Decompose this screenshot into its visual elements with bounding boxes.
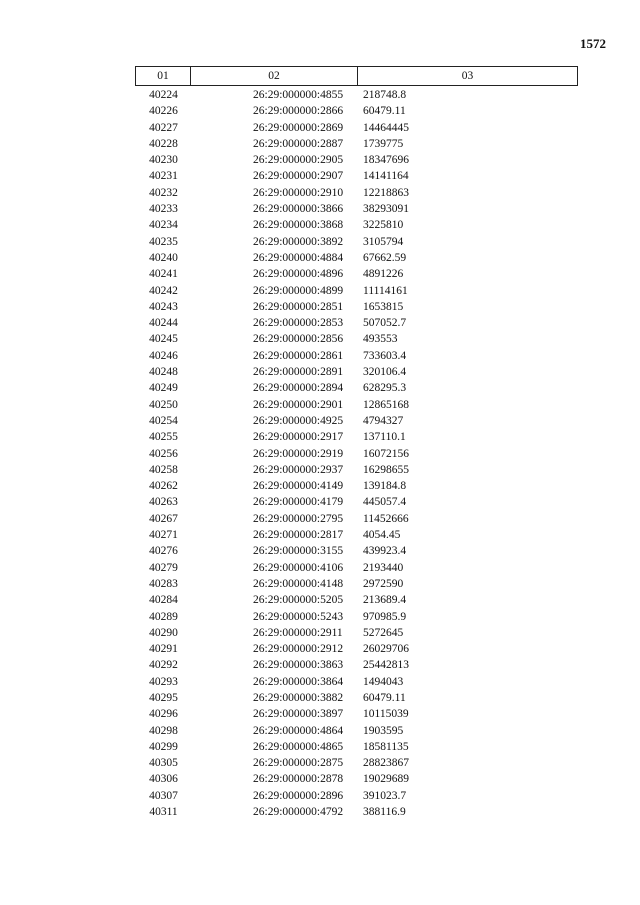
cell-value: 970985.9: [363, 610, 407, 623]
cell-number: 40299: [149, 740, 178, 753]
cell-value: 388116.9: [363, 806, 406, 819]
cell-cadastral-id: 26:29:000000:2910: [253, 186, 344, 199]
cell-value: 60479.11: [363, 105, 406, 118]
table-row: [135, 641, 576, 657]
cell-cadastral-id: 26:29:000000:3863: [253, 659, 344, 672]
table-row: [135, 576, 576, 592]
table-row: [135, 609, 576, 625]
cell-number: 40230: [149, 154, 178, 167]
cell-cadastral-id: 26:29:000000:4855: [253, 89, 344, 101]
page-number: 1572: [580, 36, 606, 51]
cell-cadastral-id: 26:29:000000:3866: [253, 203, 344, 216]
table-row: [135, 299, 576, 315]
cell-cadastral-id: 26:29:000000:2851: [253, 300, 344, 313]
cell-number: 40292: [149, 659, 178, 672]
cell-cadastral-id: 26:29:000000:2894: [253, 382, 344, 395]
cell-cadastral-id: 26:29:000000:2896: [253, 789, 344, 802]
cell-value: 18581135: [363, 740, 409, 753]
cell-cadastral-id: 26:29:000000:2937: [253, 463, 344, 476]
table-row: [135, 511, 576, 527]
cell-value: 11114161: [363, 284, 408, 297]
cell-value: 3105794: [363, 235, 404, 248]
cell-cadastral-id: 26:29:000000:3868: [253, 219, 344, 232]
cell-cadastral-id: 26:29:000000:3892: [253, 235, 344, 248]
cell-number: 40244: [149, 317, 178, 330]
table-row: [135, 478, 576, 494]
cell-value: 60479.11: [363, 691, 406, 704]
cell-number: 40296: [149, 708, 178, 721]
cell-value: 25442813: [363, 659, 409, 672]
cell-value: 139184.8: [363, 480, 407, 493]
cell-cadastral-id: 26:29:000000:2887: [253, 137, 344, 150]
table-row: [135, 494, 576, 510]
cell-number: 40224: [149, 89, 178, 101]
cell-cadastral-id: 26:29:000000:2856: [253, 333, 344, 346]
cell-value: 733603.4: [363, 349, 407, 362]
table-row: [135, 706, 576, 722]
cell-value: 320106.4: [363, 366, 407, 379]
table-body: [135, 87, 576, 820]
cell-cadastral-id: 26:29:000000:4865: [253, 740, 344, 753]
cell-value: 2193440: [363, 561, 404, 574]
cell-value: 16298655: [363, 463, 409, 476]
cell-value: 439923.4: [363, 545, 407, 558]
cell-cadastral-id: 26:29:000000:2912: [253, 643, 344, 656]
cell-cadastral-id: 26:29:000000:2861: [253, 349, 344, 362]
table-row: [135, 592, 576, 608]
cell-value: 507052.7: [363, 317, 407, 330]
cell-value: 14464445: [363, 121, 409, 134]
cell-number: 40243: [149, 300, 178, 313]
cell-cadastral-id: 26:29:000000:2795: [253, 512, 344, 525]
column-header-03: 03: [461, 70, 474, 82]
table-row: [135, 397, 576, 413]
cell-cadastral-id: 26:29:000000:4179: [253, 496, 344, 509]
table-row: [135, 152, 576, 168]
cell-value: 4054.45: [363, 529, 401, 542]
cell-cadastral-id: 26:29:000000:2917: [253, 431, 344, 444]
cell-number: 40255: [149, 431, 178, 444]
table-row: [135, 234, 576, 250]
cell-number: 40262: [149, 480, 178, 493]
table-row: [135, 283, 576, 299]
table-row: [135, 788, 576, 804]
cell-cadastral-id: 26:29:000000:4884: [253, 251, 344, 264]
cell-cadastral-id: 26:29:000000:2919: [253, 447, 344, 460]
cell-cadastral-id: 26:29:000000:3897: [253, 708, 344, 721]
cell-value: 1653815: [363, 300, 404, 313]
table-header: [135, 66, 578, 86]
table-row: [135, 380, 576, 396]
cell-value: 5272645: [363, 626, 404, 639]
cell-value: 3225810: [363, 219, 404, 232]
table-row: [135, 723, 576, 739]
cell-cadastral-id: 26:29:000000:2853: [253, 317, 344, 330]
cell-number: 40295: [149, 691, 178, 704]
table-row: [135, 690, 576, 706]
cell-cadastral-id: 26:29:000000:4149: [253, 480, 344, 493]
table-row: [135, 168, 576, 184]
table-row: [135, 266, 576, 282]
cell-number: 40289: [149, 610, 178, 623]
cell-value: 1494043: [363, 675, 404, 688]
cell-cadastral-id: 26:29:000000:2866: [253, 105, 344, 118]
cell-value: 218748.8: [363, 89, 407, 101]
cell-cadastral-id: 26:29:000000:4106: [253, 561, 344, 574]
cell-value: 493553: [363, 333, 398, 346]
cell-value: 391023.7: [363, 789, 407, 802]
table-row: [135, 804, 576, 820]
cell-value: 11452666: [363, 512, 409, 525]
cell-number: 40231: [149, 170, 178, 183]
cell-cadastral-id: 26:29:000000:4896: [253, 268, 344, 281]
table-row: [135, 446, 576, 462]
table-row: [135, 364, 576, 380]
cell-value: 213689.4: [363, 594, 407, 607]
cell-number: 40235: [149, 235, 178, 248]
table-row: [135, 543, 576, 559]
table-row: [135, 462, 576, 478]
cell-cadastral-id: 26:29:000000:2869: [253, 121, 344, 134]
table-row: [135, 87, 576, 103]
cell-number: 40246: [149, 349, 178, 362]
cell-number: 40248: [149, 366, 178, 379]
table-row: [135, 771, 576, 787]
cell-number: 40240: [149, 251, 178, 264]
table-row: [135, 413, 576, 429]
cell-number: 40291: [149, 643, 178, 656]
cell-cadastral-id: 26:29:000000:2891: [253, 366, 344, 379]
cell-number: 40305: [149, 757, 178, 770]
cell-number: 40226: [149, 105, 178, 118]
cell-cadastral-id: 26:29:000000:5205: [253, 594, 344, 607]
cell-number: 40256: [149, 447, 178, 460]
cell-number: 40307: [149, 789, 178, 802]
cell-value: 12865168: [363, 398, 409, 411]
cell-cadastral-id: 26:29:000000:2817: [253, 529, 344, 542]
cell-number: 40293: [149, 675, 178, 688]
cell-cadastral-id: 26:29:000000:4792: [253, 806, 344, 819]
table-row: [135, 250, 576, 266]
cell-cadastral-id: 26:29:000000:2875: [253, 757, 344, 770]
table-row: [135, 217, 576, 233]
cell-value: 18347696: [363, 154, 409, 167]
table-row: [135, 331, 576, 347]
cell-value: 1903595: [363, 724, 404, 737]
table-row: [135, 527, 576, 543]
cell-number: 40250: [149, 398, 178, 411]
cell-number: 40254: [149, 414, 178, 427]
table-row: [135, 560, 576, 576]
cell-number: 40298: [149, 724, 178, 737]
cell-cadastral-id: 26:29:000000:2907: [253, 170, 344, 183]
table-row: [135, 657, 576, 673]
table-row: [135, 201, 576, 217]
cell-number: 40232: [149, 186, 178, 199]
table-row: [135, 348, 576, 364]
cell-cadastral-id: 26:29:000000:3864: [253, 675, 344, 688]
cell-cadastral-id: 26:29:000000:3882: [253, 691, 344, 704]
cell-number: 40241: [149, 268, 178, 281]
cell-value: 445057.4: [363, 496, 407, 509]
cell-value: 67662.59: [363, 251, 407, 264]
table-row: [135, 674, 576, 690]
column-header-01: 01: [136, 67, 191, 85]
cell-number: 40228: [149, 137, 178, 150]
cell-number: 40271: [149, 529, 178, 542]
table-row: [135, 136, 576, 152]
table-row: [135, 755, 576, 771]
cell-number: 40242: [149, 284, 178, 297]
cell-number: 40311: [149, 806, 178, 819]
table-row: [135, 120, 576, 136]
cell-number: 40283: [149, 577, 178, 590]
cell-value: 26029706: [363, 643, 409, 656]
cell-value: 628295.3: [363, 382, 407, 395]
cell-number: 40249: [149, 382, 178, 395]
cell-cadastral-id: 26:29:000000:2911: [253, 626, 343, 639]
cell-number: 40263: [149, 496, 178, 509]
cell-number: 40234: [149, 219, 178, 232]
cell-number: 40290: [149, 626, 178, 639]
cell-value: 38293091: [363, 203, 409, 216]
cell-number: 40245: [149, 333, 178, 346]
cell-cadastral-id: 26:29:000000:4864: [253, 724, 344, 737]
cell-cadastral-id: 26:29:000000:4925: [253, 414, 344, 427]
cell-cadastral-id: 26:29:000000:4148: [253, 577, 344, 590]
cell-value: 4891226: [363, 268, 404, 281]
cell-value: 28823867: [363, 757, 409, 770]
cell-value: 4794327: [363, 414, 404, 427]
cell-number: 40276: [149, 545, 178, 558]
cell-number: 40233: [149, 203, 178, 216]
cell-number: 40284: [149, 594, 178, 607]
cell-value: 19029689: [363, 773, 409, 786]
table-row: [135, 103, 576, 119]
cell-cadastral-id: 26:29:000000:2901: [253, 398, 344, 411]
cell-number: 40279: [149, 561, 178, 574]
cell-number: 40306: [149, 773, 178, 786]
cell-value: 137110.1: [363, 431, 406, 444]
cell-number: 40267: [149, 512, 178, 525]
cell-cadastral-id: 26:29:000000:5243: [253, 610, 344, 623]
cell-value: 14141164: [363, 170, 409, 183]
cell-value: 1739775: [363, 137, 404, 150]
cell-number: 40227: [149, 121, 178, 134]
cell-cadastral-id: 26:29:000000:3155: [253, 545, 344, 558]
table-row: [135, 315, 576, 331]
cell-cadastral-id: 26:29:000000:4899: [253, 284, 344, 297]
table-row: [135, 625, 576, 641]
cell-cadastral-id: 26:29:000000:2878: [253, 773, 344, 786]
cell-value: 16072156: [363, 447, 409, 460]
cell-value: 2972590: [363, 577, 404, 590]
cell-number: 40258: [149, 463, 178, 476]
cell-cadastral-id: 26:29:000000:2905: [253, 154, 344, 167]
cell-value: 12218863: [363, 186, 409, 199]
table-row: [135, 739, 576, 755]
column-header-02: 02: [191, 67, 358, 85]
table-row: [135, 429, 576, 445]
cell-value: 10115039: [363, 708, 409, 721]
table-row: [135, 185, 576, 201]
